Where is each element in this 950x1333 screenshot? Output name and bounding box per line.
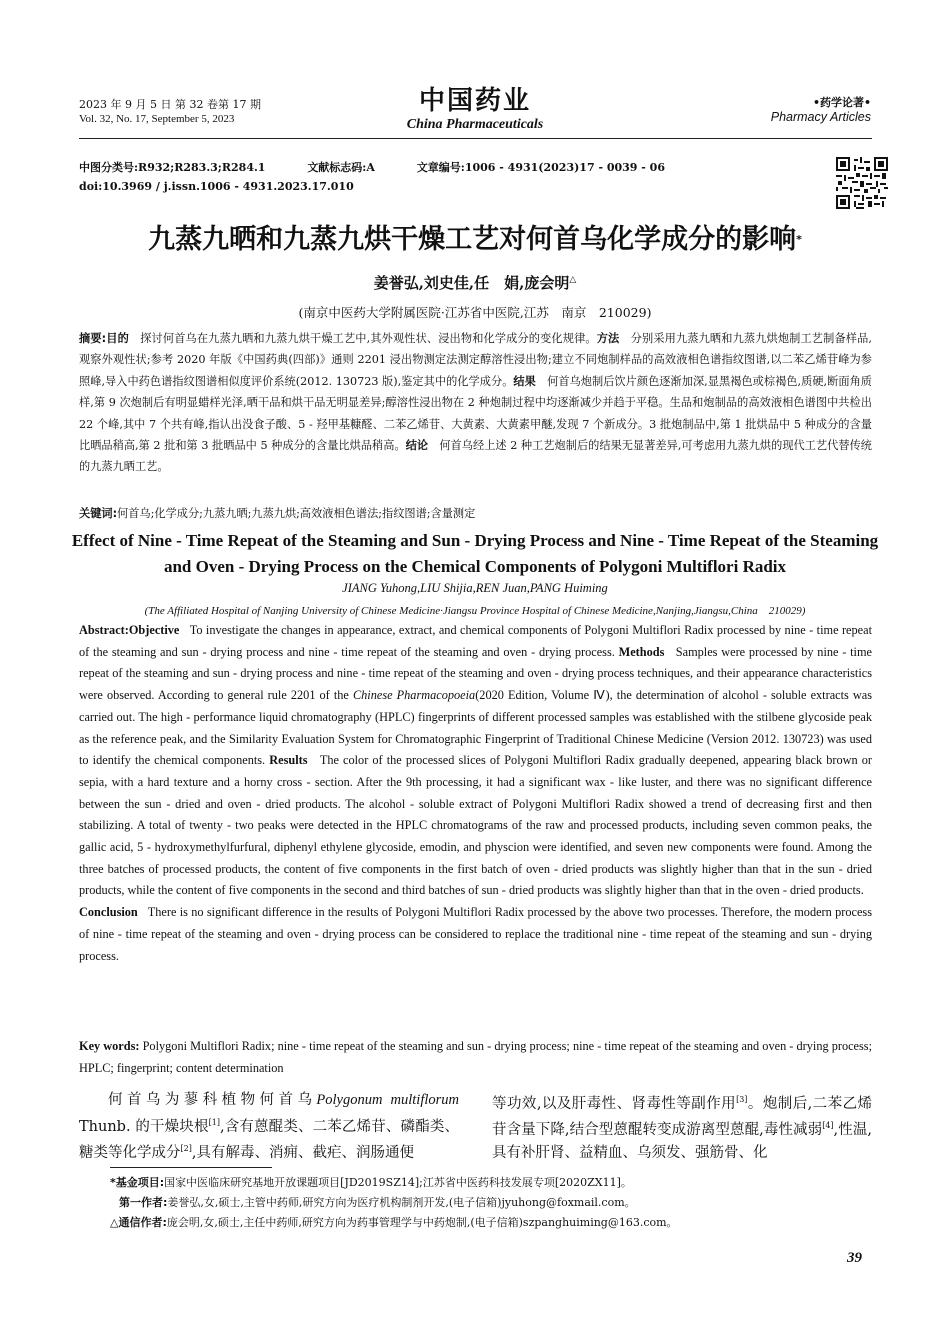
body-text: ,具有解毒、消痈、截疟、润肠通便 xyxy=(191,1144,414,1161)
authors-cn xyxy=(0,272,950,293)
citation[interactable]: [3] xyxy=(736,1095,748,1104)
doi: doi:10.3969 / j.issn.1006 - 4931.2023.17.010 xyxy=(79,180,354,193)
conclusion-text: 何首乌经上述 2 种工艺炮制后的结果无显著差异,可考虑用九蒸九烘的现代工艺代替传统的九蒸九晒工艺。 xyxy=(79,439,872,474)
article-title-cn xyxy=(0,222,950,258)
abstract-en-label: Abstract: xyxy=(79,623,129,637)
results-label: 结果 xyxy=(513,374,536,388)
section-info xyxy=(651,95,871,125)
journal-name-cn: 中国药业 xyxy=(418,86,531,116)
conclusion-en-text: There is no significant difference in the results of Polygoni Multiflori Radix processed by the above two processes. Therefore, the modern process of nine - time repeat of the steaming and oven - drying process can be considered to replace the traditional nine - time repeat of the steaming and sun - drying process. xyxy=(79,905,872,963)
first-author-text: 姜誉弘,女,硕士,主管中药师,研究方向为医疗机构制剂开发,(电子信箱)jyuhong@foxmail.com。 xyxy=(167,1196,636,1209)
keywords-cn xyxy=(79,505,872,523)
body-text: 等功效,以及肝毒性、肾毒性等副作用 xyxy=(492,1095,737,1112)
citation[interactable]: [2] xyxy=(180,1143,192,1153)
fund-label: *基金项目: xyxy=(110,1176,165,1189)
document-code: 文献标志码:A xyxy=(307,161,375,174)
body-column-right xyxy=(492,1089,872,1164)
conclusion-en-label: Conclusion xyxy=(79,905,138,920)
methods-en-text-2: (2020 Edition, Volume Ⅳ), the determination of alcohol - soluble extracts was carried out. The high - performance liquid chromatography (HPLC) fingerprints of different processed samples was established with the stilbene glycoside peak as the reference peak, and the Similarity Evaluation System for Chromatographic Fingerprint of Traditional Chinese Medicine (Version 2012. 130723) was used to identify the chemical components. xyxy=(79,688,873,768)
citation[interactable]: [1] xyxy=(208,1117,220,1127)
journal-masthead xyxy=(340,86,610,134)
citation[interactable]: [4] xyxy=(822,1121,834,1131)
latin-name: Polygonum multiflorum xyxy=(316,1092,459,1108)
results-en-label: Results xyxy=(269,753,308,768)
author-list: 姜誉弘,刘史佳,任 娟,庞会明 xyxy=(373,274,570,292)
conclusion-label: 结论 xyxy=(405,439,429,453)
clc-number: 中图分类号:R932;R283.3;R284.1 xyxy=(79,161,266,174)
first-author-label: 第一作者: xyxy=(119,1196,168,1209)
fund-note xyxy=(110,1173,870,1193)
first-author-note xyxy=(110,1193,870,1213)
qr-code-icon[interactable] xyxy=(836,157,888,209)
title-text: 九蒸九晒和九蒸九烘干燥工艺对何首乌化学成分的影响 xyxy=(148,224,797,255)
article-number: 文章编号:1006 - 4931(2023)17 - 0039 - 06 xyxy=(416,161,665,174)
objective-text: 探讨何首乌在九蒸九晒和九蒸九烘干燥工艺中,其外观性状、浸出物和化学成分的变化规律。 xyxy=(140,332,597,345)
body-text: 。炮制后,二苯乙烯苷含量下降,结合型蒽醌转变成游离型蒽醌,毒性减弱 xyxy=(492,1095,873,1139)
corresponding-text: 庞会明,女,硕士,主任中药师,研究方向为药事管理学与中药炮制,(电子信箱)szpanghuiming@163.com。 xyxy=(166,1216,678,1229)
section-en: Pharmacy Articles xyxy=(770,110,871,124)
keywords-en-label: Key words: xyxy=(79,1039,140,1053)
keywords-label: 关键词: xyxy=(79,507,118,520)
keywords-en xyxy=(79,1036,872,1079)
article-title-en: Effect of Nine - Time Repeat of the Steaming and Sun - Drying Process and Nine - Time Repeat of the Steaming and Oven - Drying Process on the Chemical Components of Polygoni Multiflori Radix xyxy=(71,531,879,576)
objective-en-label: Objective xyxy=(128,623,180,637)
results-text: 何首乌炮制后饮片颜色逐渐加深,显黑褐色或棕褐色,质硬,断面角质样,第 9 次炮制后有明显蜡样光泽,晒干品和烘干品无明显差异;醇溶性浸出物在 2 种炮制过程中均逐渐减少并趋于平稳。生品和炮制品的高效液相色谱图中共检出 22 个峰,其中 7 个共有峰,指认出没食子酸、5 - 羟甲基糠醛、二苯乙烯苷、大黄素、大黄素甲醚,发现 7 个新成分。3 批炮制品中,第 1 批烘品中 5 种成分的含量比晒品稍高,第 2 批和第 3 批晒品中 5 种成分的含量比烘品稍高。 xyxy=(79,374,872,453)
issue-cn: 2023 年 9 月 5 日 第 32 卷第 17 期 xyxy=(79,98,261,111)
methods-en-book: Chinese Pharmacopoeia xyxy=(352,688,476,703)
body-text: ,性温,具有补肝肾、益精血、乌须发、强筋骨、化 xyxy=(492,1122,873,1161)
issue-en: Vol. 32, No. 17, September 5, 2023 xyxy=(79,113,235,125)
corresponding-mark: △ xyxy=(569,275,577,285)
methods-en-label: Methods xyxy=(618,644,665,659)
footnote-divider xyxy=(110,1167,272,1168)
methods-text: 分别采用九蒸九晒和九蒸九烘炮制工艺制备样品,观察外观性状;参考 2020 年版《中国药典(四部)》通则 2201 浸出物测定法测定醇溶性浸出物;建立不同炮制样品的高效液相色谱指纹图谱,以二苯乙烯苷峰为参照峰,导入中药色谱指纹图谱相似度评价系统(2012. 130723 版),鉴定其中的化学成分。 xyxy=(79,332,872,388)
keywords-en-text: Polygoni Multiflori Radix; nine - time repeat of the steaming and sun - drying process; nine - time repeat of the steaming and oven - drying process; HPLC; fingerprint; content determination xyxy=(79,1039,873,1075)
body-text: Thunb. 的干燥块根 xyxy=(79,1118,209,1135)
affiliation-en: (The Affiliated Hospital of Nanjing University of Chinese Medicine·Jiangsu Province Hospital of Chinese Medicine,Nanjing,Jiangsu,China 210029) xyxy=(144,605,806,617)
issue-info xyxy=(79,97,339,127)
fund-mark: * xyxy=(796,233,802,246)
objective-en-text: To investigate the changes in appearance, extract, and chemical components of Polygoni Multiflori Radix processed by nine - time repeat of the steaming and sun - drying process and nine - time repeat of the steaming and oven - drying process. xyxy=(79,623,872,659)
methods-en-text-1: Samples were processed by nine - time repeat of the steaming and sun - drying process and nine - time repeat of the steaming and oven - drying process techniques, and their appearance characteristics were observed. According to general rule 2201 of the xyxy=(79,644,872,703)
footnotes xyxy=(110,1173,870,1233)
body-text: 何首乌为蓼科植物何首乌 xyxy=(108,1092,317,1108)
journal-name-en: China Pharmaceuticals xyxy=(406,117,544,132)
body-text: ,含有蒽醌类、二苯乙烯苷、磷酯类、糖类等化学成分 xyxy=(79,1118,460,1161)
authors-en: JIANG Yuhong,LIU Shijia,REN Juan,PANG Huiming xyxy=(342,581,608,595)
abstract-en xyxy=(79,620,872,967)
objective-label: 目的 xyxy=(106,332,129,345)
corresponding-author-note xyxy=(110,1213,870,1233)
abstract-label: 摘要: xyxy=(79,332,107,345)
affiliation-cn: (南京中医药大学附属医院·江苏省中医院,江苏 南京 210029) xyxy=(298,305,652,320)
section-cn: •药学论著• xyxy=(812,96,871,109)
article-meta xyxy=(79,159,703,175)
keywords-text: 何首乌;化学成分;九蒸九晒;九蒸九烘;高效液相色谱法;指纹图谱;含量测定 xyxy=(117,507,476,520)
fund-text: 国家中医临床研究基地开放课题项目[JD2019SZ14];江苏省中医药科技发展专项[2020ZX11]。 xyxy=(164,1176,632,1189)
header-divider xyxy=(79,138,872,139)
abstract-cn xyxy=(79,328,872,478)
corresponding-label: △通信作者: xyxy=(110,1216,167,1229)
methods-label: 方法 xyxy=(596,332,620,345)
page-number: 39 xyxy=(847,1250,862,1266)
body-column-left xyxy=(79,1089,459,1164)
results-en-text: The color of the processed slices of Polygoni Multiflori Radix gradually deepened, appearing black brown or sepia, with a hard texture and a horny cross - section. After the 9th processing, it had a significant wax - like luster, and there was no significant difference between the sun - dried and oven - dried products. The alcohol - soluble extract of Polygoni Multiflori Radix showed a trend of decreasing first and then stabilizing. A total of twenty - two peaks were detected in the HPLC chromatograms of the raw and processed products, including seven common peaks, the gallic acid, 5 - hydroxymethylfurfural, diphenyl ethylene glycoside, emodin, and physcion were identified, and seven new components were found. Among the three batches of processed products, the content of five components in the first batch of oven - dried products was slightly higher than that in the sun - dried products, while the content of five components in the second and third batches of sun - dried products was slightly higher than that in the oven - dried products. xyxy=(79,753,873,898)
